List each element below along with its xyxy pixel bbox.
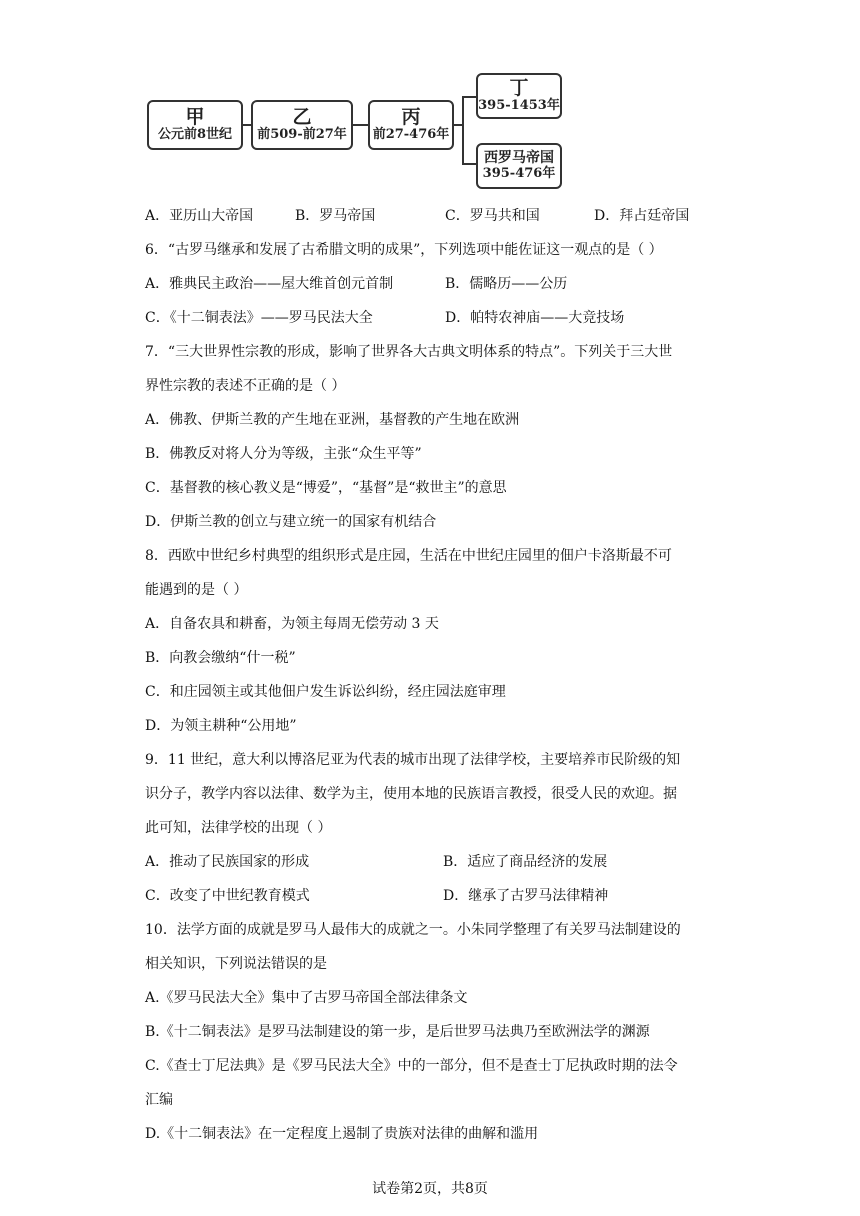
connector bbox=[353, 124, 368, 126]
q7-option-d: D．伊斯兰教的创立与建立统一的国家有机结合 bbox=[145, 514, 437, 530]
q7-option-c: C．基督教的核心教义是“博爱”，“基督”是“救世主”的意思 bbox=[145, 480, 507, 496]
box-west-rome-period: 395-476年 bbox=[482, 165, 556, 181]
timeline-diagram bbox=[0, 0, 860, 200]
q6-option-a: A．雅典民主政治——屋大维首创元首制 bbox=[145, 276, 394, 292]
q5-option-a: A．亚历山大帝国 bbox=[145, 208, 254, 224]
q7-stem-line1: 7．“三大世界性宗教的形成，影响了世界各大古典文明体系的特点”。下列关于三大世 bbox=[145, 344, 673, 360]
box-ding-name: 丁 bbox=[509, 77, 529, 100]
q8-option-b: B．向教会缴纳“什一税” bbox=[145, 650, 296, 666]
q7-option-b: B．佛教反对将人分为等级，主张“众生平等” bbox=[145, 446, 422, 462]
box-west-rome-name: 西罗马帝国 bbox=[484, 150, 554, 167]
q8-option-a: A．自备农具和耕畜，为领主每周无偿劳动 3 天 bbox=[145, 616, 439, 632]
box-ding bbox=[476, 73, 562, 119]
q6-option-b: B．儒略历——公历 bbox=[445, 276, 568, 292]
q8-option-d: D．为领主耕种“公用地” bbox=[145, 718, 297, 734]
q9-option-b: B．适应了商品经济的发展 bbox=[443, 854, 608, 870]
box-bing-period: 前27-476年 bbox=[372, 127, 450, 143]
q8-stem-line1: 8．西欧中世纪乡村典型的组织形式是庄园，生活在中世纪庄园里的佃户卡洛斯最不可 bbox=[145, 548, 672, 564]
q10-stem-line1: 10．法学方面的成就是罗马人最伟大的成就之一。小朱同学整理了有关罗马法制建设的 bbox=[145, 922, 681, 938]
q9-option-a: A．推动了民族国家的形成 bbox=[145, 854, 310, 870]
q9-option-c: C．改变了中世纪教育模式 bbox=[145, 888, 310, 904]
q9-option-d: D．继承了古罗马法律精神 bbox=[443, 888, 609, 904]
page-footer: 试卷第2页，共8页 bbox=[372, 1181, 488, 1197]
q5-option-c: C．罗马共和国 bbox=[445, 208, 540, 224]
q8-stem-line2: 能遇到的是（ ） bbox=[145, 582, 248, 598]
q9-stem-line1: 9．11 世纪，意大利以博洛尼亚为代表的城市出现了法律学校，主要培养市民阶级的知 bbox=[145, 752, 681, 768]
box-west-rome bbox=[476, 143, 562, 189]
box-jia-period: 公元前8世纪 bbox=[157, 127, 233, 143]
box-jia bbox=[147, 100, 243, 150]
q5-option-d: D．拜占廷帝国 bbox=[594, 208, 690, 224]
q5-option-b: B．罗马帝国 bbox=[295, 208, 376, 224]
q7-option-a: A．佛教、伊斯兰教的产生地在亚洲，基督教的产生地在欧洲 bbox=[145, 412, 520, 428]
connector bbox=[462, 163, 476, 165]
box-jia-name: 甲 bbox=[185, 106, 205, 129]
q10-stem-line2: 相关知识，下列说法错误的是 bbox=[145, 956, 327, 972]
connector bbox=[243, 124, 251, 126]
q6-stem: 6．“古罗马继承和发展了古希腊文明的成果”，下列选项中能佐证这一观点的是（ ） bbox=[145, 242, 663, 258]
q10-option-a: A.《罗马民法大全》集中了古罗马帝国全部法律条文 bbox=[145, 990, 468, 1006]
q10-option-c-line1: C.《查士丁尼法典》是《罗马民法大全》中的一部分，但不是查士丁尼执政时期的法令 bbox=[145, 1058, 678, 1074]
q10-option-b: B.《十二铜表法》是罗马法制建设的第一步，是后世罗马法典乃至欧洲法学的渊源 bbox=[145, 1024, 650, 1040]
q7-stem-line2: 界性宗教的表述不正确的是（ ） bbox=[145, 378, 346, 394]
q10-option-c-line2: 汇编 bbox=[145, 1092, 173, 1108]
q6-option-d: D．帕特农神庙——大竞技场 bbox=[445, 310, 625, 326]
box-bing bbox=[368, 100, 454, 150]
connector-vertical bbox=[462, 96, 464, 165]
q6-option-c: C．《十二铜表法》——罗马民法大全 bbox=[145, 310, 373, 326]
connector bbox=[462, 96, 476, 98]
q10-option-d: D.《十二铜表法》在一定程度上遏制了贵族对法律的曲解和滥用 bbox=[145, 1126, 539, 1142]
box-bing-name: 丙 bbox=[401, 106, 421, 129]
box-yi bbox=[251, 100, 353, 150]
q9-stem-line2: 识分子，教学内容以法律、数学为主，使用本地的民族语言教授，很受人民的欢迎。据 bbox=[145, 786, 677, 802]
box-yi-name: 乙 bbox=[292, 106, 312, 129]
q9-stem-line3: 此可知，法律学校的出现（ ） bbox=[145, 820, 332, 836]
box-yi-period: 前509-前27年 bbox=[257, 127, 347, 143]
box-ding-period: 395-1453年 bbox=[478, 98, 560, 114]
q8-option-c: C．和庄园领主或其他佃户发生诉讼纠纷，经庄园法庭审理 bbox=[145, 684, 506, 700]
